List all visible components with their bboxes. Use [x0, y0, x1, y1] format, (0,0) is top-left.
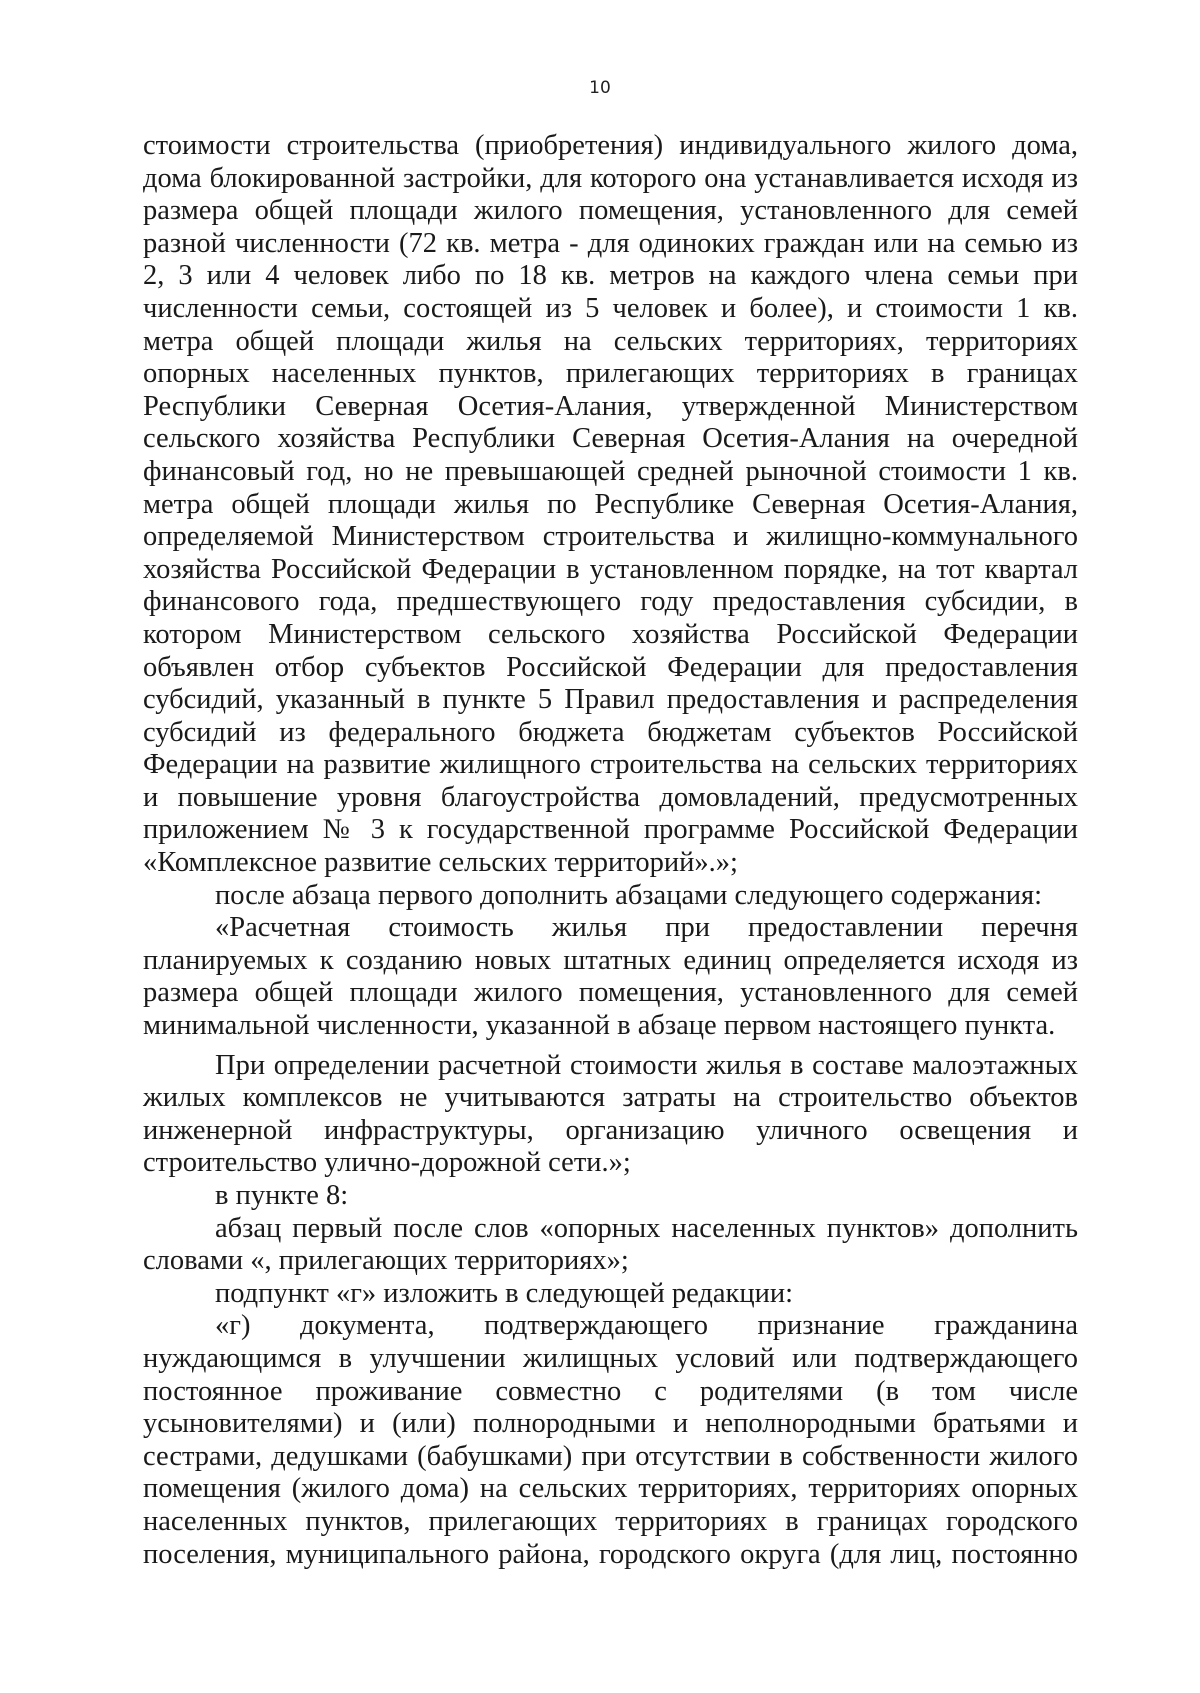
- paragraph-subpoint-g-intro: подпункт «г» изложить в следующей редакции:: [215, 1277, 794, 1309]
- paragraph-estimated-cost: «Расчетная стоимость жилья при предоставлении перечня планируемых к созданию новых штатных единиц определяется исходя из размера общей площади жилого помещения, установленного для семей минимальной численности, указанной в абзаце первом настоящего пункта.: [143, 912, 1078, 1042]
- paragraph-amendment-intro: после абзаца первого дополнить абзацами следующего содержания:: [215, 879, 1043, 911]
- document-body: [143, 130, 1078, 1571]
- page-number: 10: [589, 78, 611, 98]
- paragraph-cost-definition: стоимости строительства (приобретения) индивидуального жилого дома, дома блокированной застройки, для которого она устанавливается исходя из размера общей площади жилого помещения, установленного для семей разной численности (72 кв. метра - для одиноких граждан или на семью из 2, 3 или 4 человек либо по 18 кв. метров на каждого члена семьи при численности семьи, состоящей из 5 человек и более), и стоимости 1 кв. метра общей площади жилья на сельских территориях, территориях опорных населенных пунктов, прилегающих территориях в границах Республики Северная Осетия-Алания, утвержденной Министерством сельского хозяйства Республики Северная Осетия-Алания на очередной финансовый год, но не превышающей средней рыночной стоимости 1 кв. метра общей площади жилья по Республике Северная Осетия-Алания, определяемой Министерством строительства и жилищно-коммунального хозяйства Российской Федерации в установленном порядке, на тот квартал финансового года, предшествующего году предоставления субсидии, в котором Министерством сельского хозяйства Российской Федерации объявлен отбор субъектов Российской Федерации для предоставления субсидий, указанный в пункте 5 Правил предоставления и распределения субсидий из федерального бюджета бюджетам субъектов Российской Федерации на развитие жилищного строительства на сельских территориях и повышение уровня благоустройства домовладений, предусмотренных приложением № 3 к государственной программе Российской Федерации «Комплексное развитие сельских территорий».»;: [143, 130, 1078, 879]
- paragraph-first-amendment: абзац первый после слов «опорных населенных пунктов» дополнить словами «, прилегающих территориях»;: [143, 1212, 1078, 1277]
- paragraph-point-8: в пункте 8:: [215, 1180, 349, 1211]
- paragraph-low-rise-complexes: При определении расчетной стоимости жилья в составе малоэтажных жилых комплексов не учитываются затраты на строительство объектов инженерной инфраструктуры, организацию уличного освещения и строительство улично-дорожной сети.»;: [143, 1049, 1078, 1179]
- paragraph-subpoint-g-text: «г) документа, подтверждающего признание гражданина нуждающимся в улучшении жилищных условий или подтверждающего постоянное проживание совместно с родителями (в том числе усыновителями) и (или) полнородными и неполнородными братьями и сестрами, дедушками (бабушками) при отсутствии в собственности жилого помещения (жилого дома) на сельских территориях, территориях опорных населенных пунктов, прилегающих территориях в границах городского поселения, муниципального района, городского округа (для лиц, постоянно: [143, 1310, 1078, 1570]
